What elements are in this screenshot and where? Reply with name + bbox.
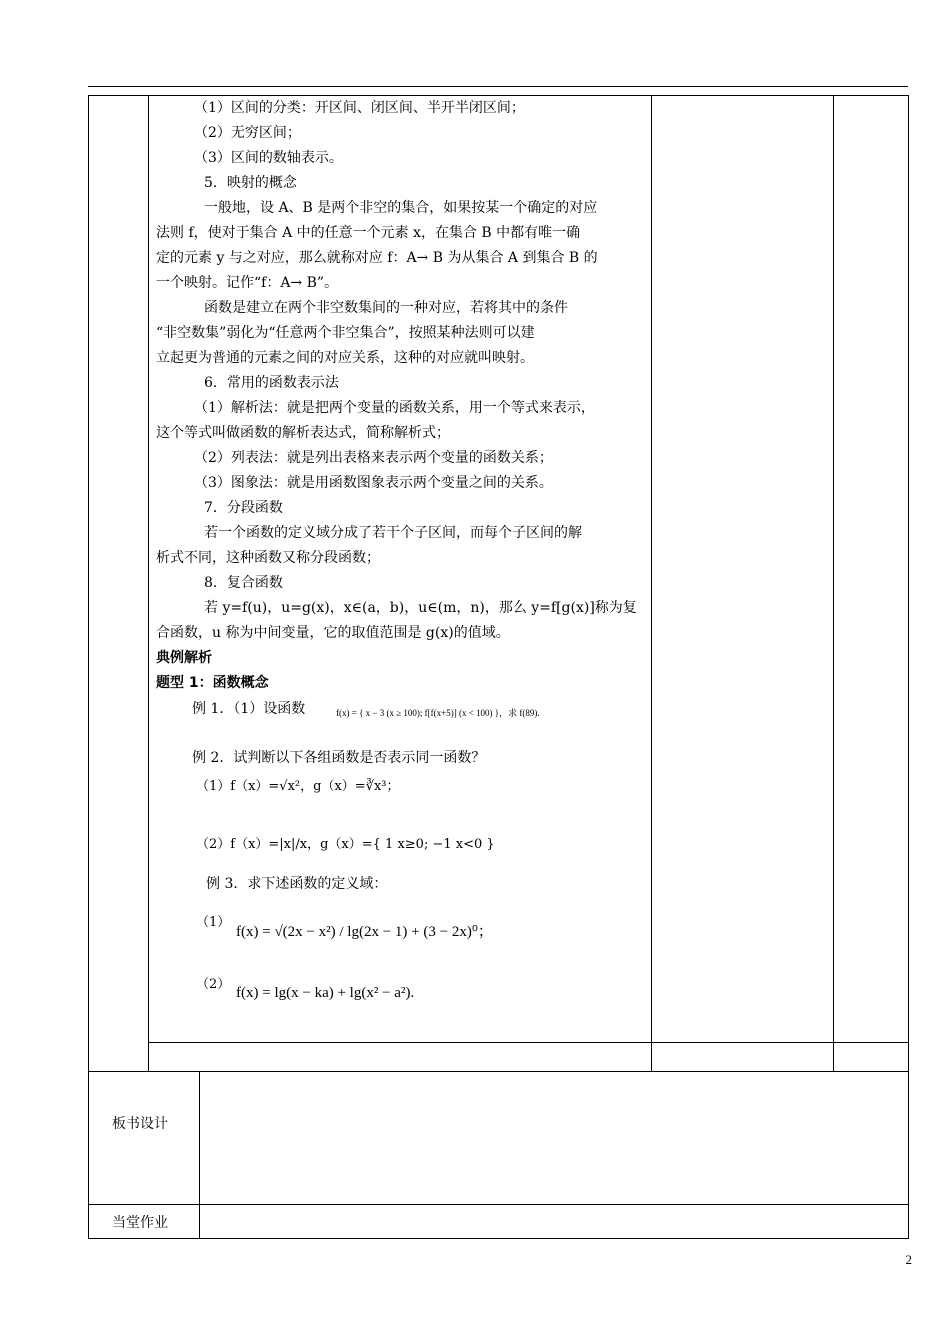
text-line: 函数是建立在两个非空数集间的一种对应，若将其中的条件 — [204, 300, 568, 316]
text-line: （2）无穷区间； — [194, 125, 301, 141]
col-label — [199, 1071, 200, 1239]
lesson-content — [156, 96, 648, 696]
text-line: 若 y=f(u)，u=g(x)，x∈(a，b)，u∈(m，n)，那么 y=f[g(x)]称为复 — [204, 600, 637, 616]
example-3-part-1-formula: f(x) = √(2x − x²) / lg(2x − 1) + (3 − 2x)⁰； — [236, 924, 493, 940]
example-3-part-2-number: （2） — [196, 977, 231, 992]
row-sep-3 — [88, 1204, 908, 1205]
section-heading: 6．常用的函数表示法 — [204, 375, 339, 391]
example-1-formula: f(x) = { x − 3 (x ≥ 100); f[f(x+5)] (x < 100) }，求 f(89). — [336, 708, 540, 718]
text-line: 析式不同，这种函数又称分段函数； — [156, 550, 380, 566]
text-line: （3）图象法：就是用函数图象表示两个变量之间的关系。 — [194, 475, 553, 491]
text-line: 这个等式叫做函数的解析表达式，简称解析式； — [156, 425, 450, 441]
example-2-part-2: （2）f（x）=|x|/x，g（x）={ 1 x≥0; −1 x<0 } — [196, 837, 495, 852]
examples-heading: 典例解析 — [156, 650, 212, 666]
col-1 — [148, 95, 149, 1071]
row-sep-2 — [88, 1071, 908, 1072]
table-right — [908, 95, 909, 1239]
section-heading: 8．复合函数 — [204, 575, 283, 591]
section-heading: 5．映射的概念 — [204, 175, 297, 191]
example-3-part-1-number: （1） — [196, 915, 231, 930]
example-1: 例 1．（1）设函数 — [192, 701, 306, 717]
row-sep-1 — [148, 1042, 908, 1043]
text-line: （1）区间的分类：开区间、闭区间、半开半闭区间； — [194, 100, 525, 116]
example-2: 例 2．试判断以下各组函数是否表示同一函数？ — [192, 750, 486, 766]
section-heading: 7．分段函数 — [204, 500, 283, 516]
example-3: 例 3．求下述函数的定义域： — [206, 876, 388, 892]
text-line: 合函数，u 称为中间变量，它的取值范围是 g(x)的值域。 — [156, 625, 510, 641]
example-2-part-1: （1）f（x）=√x²，g（x）=∛x³； — [196, 779, 400, 794]
text-line: （1）解析法：就是把两个变量的函数关系，用一个等式来表示， — [194, 400, 595, 416]
table-left — [88, 95, 89, 1239]
homework-label: 当堂作业 — [112, 1215, 168, 1231]
text-line: 若一个函数的定义域分成了若干个子区间，而每个子区间的解 — [204, 525, 582, 541]
text-line: 定的元素 y 与之对应，那么就称对应 f：A→ B 为从集合 A 到集合 B 的 — [156, 250, 598, 266]
text-line: （3）区间的数轴表示。 — [194, 150, 343, 166]
col-3 — [833, 95, 834, 1071]
text-line: 立起更为普通的元素之间的对应关系，这种的对应就叫映射。 — [156, 350, 534, 366]
text-line: “非空数集”弱化为“任意两个非空集合”，按照某种法则可以建 — [156, 325, 535, 341]
board-design-label: 板书设计 — [112, 1116, 168, 1132]
page-number: 2 — [905, 1252, 912, 1267]
example-3-part-2-formula: f(x) = lg(x − ka) + lg(x² − a²). — [236, 985, 415, 1001]
header-rule — [88, 86, 908, 87]
table-bottom — [88, 1238, 908, 1239]
col-2 — [651, 95, 652, 1071]
topic-heading: 题型 1：函数概念 — [156, 675, 269, 691]
text-line: 一个映射。记作“f：A→ B”。 — [156, 275, 339, 291]
text-line: 一般地，设 A、B 是两个非空的集合，如果按某一个确定的对应 — [204, 200, 598, 216]
text-line: （2）列表法：就是列出表格来表示两个变量的函数关系； — [194, 450, 553, 466]
text-line: 法则 f，使对于集合 A 中的任意一个元素 x，在集合 B 中都有唯一确 — [156, 225, 581, 241]
